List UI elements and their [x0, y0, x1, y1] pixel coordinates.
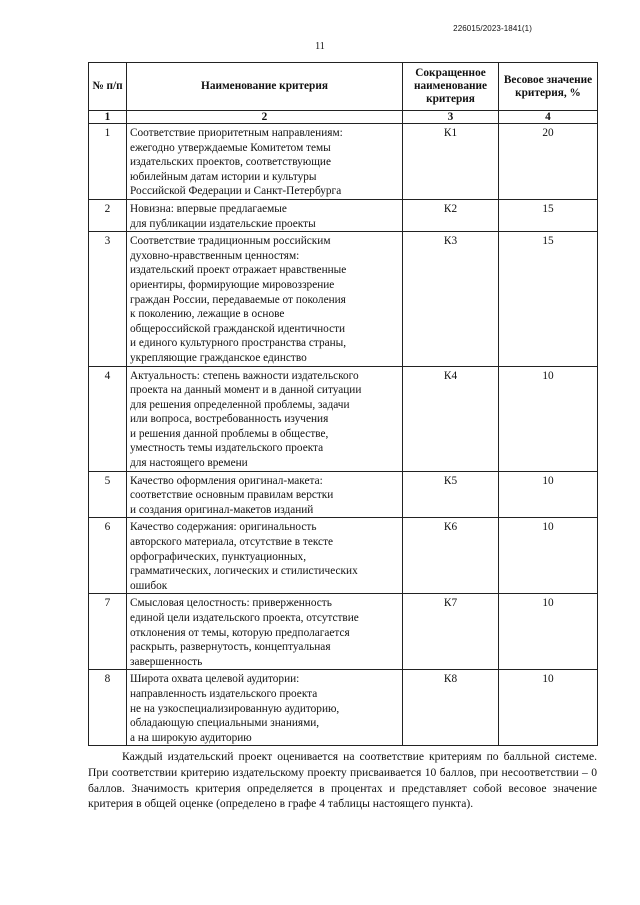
header-num: № п/п — [89, 63, 127, 111]
column-number: 4 — [499, 111, 598, 124]
row-number: 3 — [89, 232, 127, 366]
criterion-name: Новизна: впервые предлагаемые для публикации издательские проекты — [127, 199, 403, 231]
criterion-code: К1 — [403, 124, 499, 200]
scoring-explanation-paragraph: Каждый издательский проект оценивается на соответствие критериям по балльной системе. При соответствии критерию издательскому проекту присваивается 10 баллов, при несоответствии – 0 баллов. Значимость критерия определяется в процентах и представляет собой весовое значение критерия в общей оценке (определено в графе 4 таблицы настоящего пункта). — [88, 750, 597, 811]
row-number: 4 — [89, 366, 127, 471]
criterion-name: Соответствие приоритетным направлениям: ежегодно утверждаемые Комитетом темы издательских проектов, соответствующие юбилейным датам истории и культуры Российской Федерации и Санкт-Петербурга — [127, 124, 403, 200]
criterion-code: К5 — [403, 471, 499, 518]
criterion-code: К2 — [403, 199, 499, 231]
row-number: 5 — [89, 471, 127, 518]
criterion-weight: 10 — [499, 594, 598, 670]
criterion-code: К4 — [403, 366, 499, 471]
criterion-weight: 20 — [499, 124, 598, 200]
criteria-table — [88, 62, 598, 746]
criterion-name: Соответствие традиционным российским духовно-нравственным ценностям: издательский проект отражает нравственные ориентиры, формирующие мировоззрение граждан России, передаваемые от поколения к поколению, лежащие в основе общероссийской гражданской идентичности и единого культурного пространства страны, укрепляющие гражданское единство — [127, 232, 403, 366]
table-row — [89, 199, 598, 231]
table-row — [89, 518, 598, 594]
column-number: 1 — [89, 111, 127, 124]
table-row — [89, 670, 598, 746]
header-name: Наименование критерия — [127, 63, 403, 111]
criterion-code: К7 — [403, 594, 499, 670]
criterion-weight: 10 — [499, 471, 598, 518]
criterion-weight: 10 — [499, 518, 598, 594]
criterion-weight: 10 — [499, 670, 598, 746]
row-number: 7 — [89, 594, 127, 670]
row-number: 2 — [89, 199, 127, 231]
criterion-name: Актуальность: степень важности издательского проекта на данный момент и в данной ситуации для решения определенной проблемы, задачи или вопроса, востребованность изучения и решения данной проблемы в обществе, уместность темы издательского проекта для настоящего времени — [127, 366, 403, 471]
header-weight: Весовое значение критерия, % — [499, 63, 598, 111]
table-row — [89, 366, 598, 471]
column-number: 3 — [403, 111, 499, 124]
table-row — [89, 471, 598, 518]
document-id: 226015/2023-1841(1) — [453, 24, 532, 33]
table-row — [89, 594, 598, 670]
page-number: 11 — [315, 41, 325, 52]
column-number: 2 — [127, 111, 403, 124]
criterion-code: К3 — [403, 232, 499, 366]
criterion-weight: 15 — [499, 232, 598, 366]
criterion-name: Смысловая целостность: приверженность единой цели издательского проекта, отсутствие отклонения от темы, которую предполагается раскрыть, развернутость, концептуальная завершенность — [127, 594, 403, 670]
criterion-name: Качество оформления оригинал-макета: соответствие основным правилам верстки и создания оригинал-макетов изданий — [127, 471, 403, 518]
criterion-code: К8 — [403, 670, 499, 746]
table-header-row — [89, 63, 598, 111]
table-row — [89, 232, 598, 366]
criterion-code: К6 — [403, 518, 499, 594]
criterion-name: Широта охвата целевой аудитории: направленность издательского проекта не на узкоспециализированную аудиторию, обладающую специальными знаниями, а на широкую аудиторию — [127, 670, 403, 746]
table-row — [89, 124, 598, 200]
row-number: 6 — [89, 518, 127, 594]
row-number: 8 — [89, 670, 127, 746]
criterion-weight: 10 — [499, 366, 598, 471]
criterion-weight: 15 — [499, 199, 598, 231]
row-number: 1 — [89, 124, 127, 200]
column-number-row — [89, 111, 598, 124]
criterion-name: Качество содержания: оригинальность авторского материала, отсутствие в тексте орфографических, пунктуационных, грамматических, логических и стилистических ошибок — [127, 518, 403, 594]
header-code: Сокращенное наименование критерия — [403, 63, 499, 111]
